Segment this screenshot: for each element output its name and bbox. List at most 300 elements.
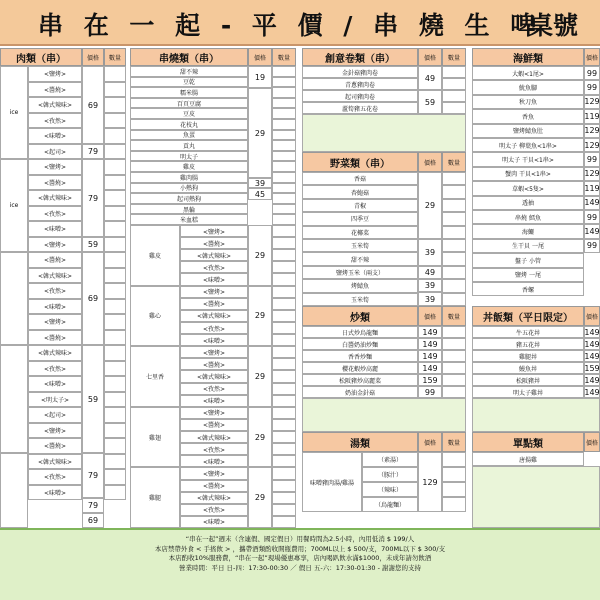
rice-price: 149: [584, 351, 600, 361]
meat-sauce-option: <孜然>: [28, 361, 82, 377]
rice-price: 149: [584, 339, 600, 349]
meat-sauce-option: <起司>: [28, 407, 82, 423]
fried-price-header: 價格: [418, 306, 442, 326]
meat-qty-input[interactable]: [104, 392, 126, 408]
meat-sauce-option: <起司>: [28, 144, 82, 160]
grill-sauce-option: <味噌>: [180, 455, 248, 467]
soup-option: （素湯）: [362, 452, 418, 467]
grill-qty-input[interactable]: [272, 261, 296, 273]
fried-qty-input[interactable]: [442, 326, 466, 338]
grill-qty-input[interactable]: [272, 130, 296, 141]
grill-item: 貢丸: [130, 140, 248, 151]
grill-sauce-option: <醬燒>: [180, 480, 248, 492]
grill-qty-input[interactable]: [272, 443, 296, 455]
grill-item: 雞肉腸: [130, 172, 248, 183]
meat-sauce-option: <孜然>: [28, 206, 82, 222]
grill-qty-input[interactable]: [272, 492, 296, 504]
snack-empty-area: [472, 466, 600, 528]
grill-sauce-option: <韓式辣味>: [180, 431, 248, 443]
fried-item: 櫻花蝦炒高麗: [302, 362, 418, 374]
seafood-price: 99: [584, 210, 600, 224]
grill-sauce-option: <鹽烤>: [180, 407, 248, 419]
meat-sauce-option: <味噌>: [28, 221, 82, 237]
seafood-price-header: 價格: [584, 48, 600, 66]
grill-qty-input[interactable]: [272, 214, 296, 225]
grill-side-item: 雞心: [130, 286, 180, 347]
soup-price-header: 價格: [418, 432, 442, 452]
meat-qty-input[interactable]: [104, 252, 126, 268]
meat-price: 79: [82, 159, 104, 237]
menu-header: [0, 0, 600, 46]
rice-item: 鰻魚丼: [472, 362, 584, 374]
grill-sauce-option: <鹽烤>: [180, 286, 248, 298]
fried-qty-input[interactable]: [442, 374, 466, 386]
meat-sauce-option: <明太子>: [28, 392, 82, 408]
seafood-item: 魷魚腳: [472, 80, 584, 94]
meat-sauce-option: <醬燒>: [28, 175, 82, 191]
grill-qty-input[interactable]: [272, 108, 296, 119]
grill-price-header: 價格: [248, 48, 272, 66]
grill-qty-input[interactable]: [272, 286, 296, 298]
rice-price: 149: [584, 375, 600, 385]
soup-qty-input[interactable]: [442, 497, 466, 512]
seafood-item: 蟹肉 干貝<1串>: [472, 167, 584, 181]
soup-price: 129: [418, 452, 442, 512]
seafood-item: 透抽: [472, 196, 584, 210]
fried-empty-area: [302, 398, 466, 432]
meat-qty-input[interactable]: [104, 469, 126, 485]
veg-qty-input[interactable]: [442, 293, 466, 306]
grill-qty-input[interactable]: [272, 480, 296, 492]
veg-price: 39: [418, 239, 442, 266]
grill-side-item: 雞翅: [130, 407, 180, 468]
meat-sauce-option: <孜然>: [28, 283, 82, 299]
grill-qty-input[interactable]: [272, 87, 296, 98]
grill-sauce-option: <鹽烤>: [180, 467, 248, 479]
grill-item: 米血糕: [130, 214, 248, 225]
veg-qty-input[interactable]: [442, 279, 466, 292]
veg-qty-input[interactable]: [442, 199, 466, 212]
veg-price: 39: [418, 292, 442, 306]
grill-price: 39: [248, 178, 272, 188]
grill-sauce-option: <醬燒>: [180, 237, 248, 249]
veg-item: 青椒: [302, 199, 418, 212]
seafood-price: 119: [584, 181, 600, 195]
meat-sauce-option: <韓式辣味>: [28, 454, 82, 470]
soup-section-title: 湯類: [302, 432, 418, 452]
grill-qty-header: 數量: [272, 48, 296, 66]
fried-qty-header: 數量: [442, 306, 466, 326]
fried-qty-input[interactable]: [442, 362, 466, 374]
meat-qty-input[interactable]: [104, 485, 126, 501]
rice-item: 明太子雞丼: [472, 386, 584, 398]
footer-line-2: 本店禁帶外食 < 手搖飲 > ，攜帶酒類酌收開瓶費用；700ML以上 $ 500/支，700ML以下 $ 300/支: [154, 544, 446, 553]
meat-qty-input[interactable]: [104, 361, 126, 377]
soup-qty-input[interactable]: [442, 452, 466, 467]
snack-section-title: 單點類: [472, 432, 584, 452]
fried-price: 149: [418, 350, 442, 362]
meat-sauce-option: <醬燒>: [28, 330, 82, 346]
footer-line-4: 營業時間：平日 日-四：17:30-00:30 ／ 假日 五-六：17:30-01:30 - 謝謝您的支持: [178, 563, 422, 572]
seafood-item: 串燒 鱈魚: [472, 210, 584, 224]
meat-qty-input[interactable]: [104, 159, 126, 175]
grill-qty-input[interactable]: [272, 358, 296, 370]
meat-item-name: ice: [0, 66, 28, 159]
fried-qty-input[interactable]: [442, 350, 466, 362]
rice-empty-area: [472, 398, 600, 432]
grill-item: 百頁豆腐: [130, 98, 248, 109]
rice-item: 豬五花丼: [472, 338, 584, 350]
meat-sauce-option: <鹽烤>: [28, 423, 82, 439]
fried-price: 149: [418, 362, 442, 374]
creative-item: 青蔥豬肉卷: [302, 78, 418, 90]
seafood-item: 鹽烤 一尾: [472, 268, 584, 282]
rice-price-header: 價格: [584, 306, 600, 326]
seafood-section-title: 海鮮類: [472, 48, 584, 66]
meat-qty-input[interactable]: [104, 66, 126, 82]
meat-qty-input[interactable]: [104, 144, 126, 160]
meat-price: 69: [82, 252, 104, 345]
fried-price: 99: [418, 386, 442, 398]
grill-item: 雞皮: [130, 161, 248, 172]
fried-section-title: 炒類: [302, 306, 418, 326]
fried-qty-input[interactable]: [442, 386, 466, 398]
grill-qty-input[interactable]: [272, 407, 296, 419]
creative-qty-input[interactable]: [442, 90, 466, 102]
meat-item-name: ice: [0, 159, 28, 252]
fried-qty-input[interactable]: [442, 338, 466, 350]
menu-title: 串 在 一 起 - 平 價 / 串 燒 生 啤: [38, 11, 542, 40]
meat-qty-input[interactable]: [104, 237, 126, 253]
meat-price: 59: [82, 345, 104, 453]
soup-option: （辣味）: [362, 482, 418, 497]
veg-qty-input[interactable]: [442, 226, 466, 239]
grill-qty-input[interactable]: [272, 310, 296, 322]
grill-qty-input[interactable]: [272, 467, 296, 479]
grill-price: 29: [248, 407, 272, 468]
meat-sauce-option: <醬燒>: [28, 82, 82, 98]
seafood-price: 99: [584, 152, 600, 166]
rice-item: 松阪豬丼: [472, 374, 584, 386]
grill-item: 魚蛋: [130, 130, 248, 141]
grill-qty-input[interactable]: [272, 237, 296, 249]
grill-price: 45: [248, 188, 272, 200]
rice-section-title: 丼飯類（平日限定）: [472, 306, 584, 326]
grill-side-item: 雞腿: [130, 467, 180, 528]
meat-qty-input[interactable]: [104, 97, 126, 113]
grill-item: 小熱狗: [130, 183, 248, 194]
grill-qty-input[interactable]: [272, 346, 296, 358]
meat-qty-input[interactable]: [104, 438, 126, 454]
grill-sauce-option: <鹽烤>: [180, 225, 248, 237]
meat-qty-input[interactable]: [104, 330, 126, 346]
meat-item-name: [0, 345, 28, 453]
grill-qty-input[interactable]: [272, 383, 296, 395]
meat-qty-input[interactable]: [104, 283, 126, 299]
grill-side-item: 雞皮: [130, 225, 180, 286]
veg-section-title: 野菜類（串）: [302, 152, 418, 172]
meat-sauce-option: <味噌>: [28, 485, 82, 501]
veg-qty-header: 數量: [442, 152, 466, 172]
meat-qty-input[interactable]: [104, 206, 126, 222]
menu-footer: [0, 528, 600, 600]
fried-item: 日式炒烏龍麵: [302, 326, 418, 338]
grill-qty-input[interactable]: [272, 504, 296, 516]
meat-price: 69: [82, 513, 104, 528]
grill-qty-input[interactable]: [272, 419, 296, 431]
creative-qty-input[interactable]: [442, 78, 466, 90]
grill-price: 29: [248, 286, 272, 347]
fried-item: 奶油金針菇: [302, 386, 418, 398]
creative-qty-header: 數量: [442, 48, 466, 66]
veg-item: 杏鮑菇: [302, 185, 418, 198]
grill-side-item: 七里香: [130, 346, 180, 407]
seafood-price: 129: [584, 138, 600, 152]
grill-qty-input[interactable]: [272, 370, 296, 382]
meat-price: 79: [82, 498, 104, 513]
rice-price: 149: [584, 327, 600, 337]
veg-item: 花椰菜: [302, 226, 418, 239]
grill-qty-input[interactable]: [272, 225, 296, 237]
veg-qty-input[interactable]: [442, 212, 466, 225]
meat-qty-input[interactable]: [104, 314, 126, 330]
seafood-item: 香魚: [472, 109, 584, 123]
grill-item: 甜不辣: [130, 66, 248, 77]
meat-price: 69: [82, 66, 104, 144]
seafood-price: 129: [584, 124, 600, 138]
meat-qty-input[interactable]: [104, 190, 126, 206]
grill-sauce-option: <鹽烤>: [180, 346, 248, 358]
meat-qty-input[interactable]: [104, 128, 126, 144]
seafood-price: 149: [584, 224, 600, 238]
creative-price: 59: [418, 90, 442, 114]
soup-qty-header: 數量: [442, 432, 466, 452]
seafood-item: 明太子 干貝<1串>: [472, 152, 584, 166]
seafood-price: 99: [584, 66, 600, 80]
seafood-item: 盤子 小管: [472, 253, 584, 267]
grill-price: 29: [248, 467, 272, 528]
seafood-item: 生干貝 一尾: [472, 239, 584, 253]
seafood-item: 海鱺: [472, 224, 584, 238]
footer-line-3: 本店酌收10%服務費，“串在一起”現場優惠專享，店內喝趴飲水滿$1000，未成年請勿飲酒: [168, 554, 432, 562]
grill-qty-input[interactable]: [272, 334, 296, 346]
meat-qty-input[interactable]: [104, 82, 126, 98]
meat-item-name: [0, 453, 28, 528]
grill-qty-input[interactable]: [272, 322, 296, 334]
seafood-item: 鹽烤鯖魚肚: [472, 124, 584, 138]
grill-qty-input[interactable]: [272, 172, 296, 183]
grill-section-title: 串燒類（串）: [130, 48, 248, 66]
rice-item: 牛五花丼: [472, 326, 584, 338]
meat-qty-input[interactable]: [104, 376, 126, 392]
grill-qty-input[interactable]: [272, 140, 296, 151]
snack-price-header: 價格: [584, 432, 600, 452]
meat-sauce-option: <孜然>: [28, 113, 82, 129]
soup-qty-input[interactable]: [442, 482, 466, 497]
meat-sauce-option: <醬燒>: [28, 252, 82, 268]
grill-item: 明太子: [130, 151, 248, 162]
grill-qty-input[interactable]: [272, 66, 296, 77]
grill-price: 29: [248, 88, 272, 178]
grill-sauce-option: <韓式辣味>: [180, 310, 248, 322]
seafood-price: 149: [584, 196, 600, 210]
soup-option: （烏龍麵）: [362, 497, 418, 512]
grill-sauce-option: <味噌>: [180, 395, 248, 407]
grill-sauce-option: <孜然>: [180, 504, 248, 516]
veg-item: 香菇: [302, 172, 418, 185]
seafood-item: 草蝦<5隻>: [472, 181, 584, 195]
creative-qty-input[interactable]: [442, 102, 466, 114]
meat-qty-input[interactable]: [104, 268, 126, 284]
fried-item: 香香炒麵: [302, 350, 418, 362]
meat-price: 79: [82, 453, 104, 498]
grill-qty-input[interactable]: [272, 77, 296, 88]
grill-qty-input[interactable]: [272, 119, 296, 130]
grill-sauce-option: <韓式辣味>: [180, 249, 248, 261]
veg-qty-input[interactable]: [442, 239, 466, 252]
grill-sauce-option: <醬燒>: [180, 358, 248, 370]
grill-item: 黑輪: [130, 204, 248, 215]
grill-sauce-option: <韓式辣味>: [180, 492, 248, 504]
veg-item: 鹽烤玉米（兩支）: [302, 266, 418, 279]
soup-qty-input[interactable]: [442, 467, 466, 482]
veg-item: 甜不辣: [302, 252, 418, 265]
meat-sauce-option: <韓式辣味>: [28, 268, 82, 284]
veg-qty-input[interactable]: [442, 185, 466, 198]
meat-sauce-option: <味噌>: [28, 376, 82, 392]
meat-sauce-option: <醬燒>: [28, 438, 82, 454]
seafood-item: 秋刀魚: [472, 95, 584, 109]
veg-price: 49: [418, 266, 442, 279]
grill-sauce-option: <醬燒>: [180, 298, 248, 310]
grill-qty-input[interactable]: [272, 298, 296, 310]
meat-sauce-option: <味噌>: [28, 128, 82, 144]
creative-item: 蘆筍豬五花卷: [302, 102, 418, 114]
fried-item: 白醬奶油炒麵: [302, 338, 418, 350]
meat-sauce-option: <味噌>: [28, 299, 82, 315]
meat-qty-input[interactable]: [104, 345, 126, 361]
grill-item: 花枝丸: [130, 119, 248, 130]
fried-price: 149: [418, 338, 442, 350]
meat-sauce-option: <鹽烤>: [28, 314, 82, 330]
seafood-item: 大蝦<1尾>: [472, 66, 584, 80]
grill-qty-input[interactable]: [272, 431, 296, 443]
menu-grid: [0, 48, 600, 528]
veg-item: 四季豆: [302, 212, 418, 225]
seafood-price: 99: [584, 239, 600, 253]
grill-qty-input[interactable]: [272, 273, 296, 285]
seafood-price: 129: [584, 167, 600, 181]
seafood-price: 129: [584, 95, 600, 109]
grill-sauce-option: <味噌>: [180, 273, 248, 285]
grill-price: 19: [248, 66, 272, 88]
meat-price: 79: [82, 144, 104, 159]
veg-price: 39: [418, 279, 442, 292]
table-number-label: 桌號: [528, 11, 579, 40]
fried-price: 149: [418, 326, 442, 338]
meat-sauce-option: <韓式辣味>: [28, 345, 82, 361]
creative-price: 49: [418, 66, 442, 90]
grill-qty-input[interactable]: [272, 193, 296, 204]
veg-item: 烤鯖魚: [302, 279, 418, 292]
meat-sauce-option: <韓式辣味>: [28, 97, 82, 113]
veg-price-header: 價格: [418, 152, 442, 172]
grill-qty-input[interactable]: [272, 516, 296, 528]
grill-sauce-option: <味噌>: [180, 516, 248, 528]
meat-sauce-option: <鹽烤>: [28, 237, 82, 253]
veg-qty-input[interactable]: [442, 266, 466, 279]
veg-qty-input[interactable]: [442, 252, 466, 265]
veg-price: 29: [418, 172, 442, 239]
grill-sauce-option: <味噌>: [180, 334, 248, 346]
grill-qty-input[interactable]: [272, 249, 296, 261]
soup-option: （豚汁）: [362, 467, 418, 482]
grill-qty-input[interactable]: [272, 395, 296, 407]
creative-item: 金針菇豬肉卷: [302, 66, 418, 78]
meat-qty-input[interactable]: [104, 221, 126, 237]
meat-item-name: [0, 252, 28, 345]
veg-item: 玉米筍: [302, 239, 418, 252]
grill-sauce-option: <孜然>: [180, 443, 248, 455]
rice-price: 149: [584, 387, 600, 397]
grill-sauce-option: <孜然>: [180, 261, 248, 273]
grill-qty-input[interactable]: [272, 151, 296, 162]
meat-sauce-option: <鹽烤>: [28, 159, 82, 175]
veg-qty-input[interactable]: [442, 172, 466, 185]
grill-sauce-option: <孜然>: [180, 383, 248, 395]
meat-qty-input[interactable]: [104, 407, 126, 423]
meat-sauce-option: <鹽烤>: [28, 66, 82, 82]
seafood-item: 明太子 柳葉魚<1串>: [472, 138, 584, 152]
grill-sauce-option: <孜然>: [180, 322, 248, 334]
meat-qty-header: 數量: [104, 48, 126, 66]
footer-line-1: “串在一起”週末（含連假、國定假日）用餐時間為2.5小時，內用低消 $ 199/人: [185, 535, 415, 543]
meat-sauce-option: <孜然>: [28, 469, 82, 485]
fried-item: 松阪豬炒高麗菜: [302, 374, 418, 386]
meat-qty-input[interactable]: [104, 175, 126, 191]
creative-qty-input[interactable]: [442, 66, 466, 78]
creative-price-header: 價格: [418, 48, 442, 66]
meat-qty-input[interactable]: [104, 423, 126, 439]
grill-qty-input[interactable]: [272, 183, 296, 194]
grill-item: 豆乾: [130, 77, 248, 88]
creative-item: 起司豬肉卷: [302, 90, 418, 102]
grill-sauce-option: <醬燒>: [180, 419, 248, 431]
grill-qty-input[interactable]: [272, 455, 296, 467]
rice-item: 雞腿丼: [472, 350, 584, 362]
meat-qty-input[interactable]: [104, 113, 126, 129]
snack-item: 唐揚雞: [472, 452, 584, 466]
creative-empty-area: [302, 114, 466, 152]
grill-qty-input[interactable]: [272, 98, 296, 109]
meat-price-header: 價格: [82, 48, 104, 66]
meat-section-title: 肉類（串）: [0, 48, 82, 66]
grill-price: 29: [248, 346, 272, 407]
seafood-item: 香螺: [472, 282, 584, 296]
grill-qty-input[interactable]: [272, 161, 296, 172]
meat-price: 59: [82, 237, 104, 252]
veg-item: 玉米筍: [302, 293, 418, 306]
meat-qty-input[interactable]: [104, 299, 126, 315]
grill-sauce-option: <韓式辣味>: [180, 370, 248, 382]
rice-price: 159: [584, 363, 600, 373]
seafood-price: 99: [584, 80, 600, 94]
fried-price: 159: [418, 374, 442, 386]
meat-sauce-option: <韓式辣味>: [28, 190, 82, 206]
grill-price: 29: [248, 225, 272, 286]
meat-qty-input[interactable]: [104, 454, 126, 470]
grill-qty-input[interactable]: [272, 204, 296, 215]
